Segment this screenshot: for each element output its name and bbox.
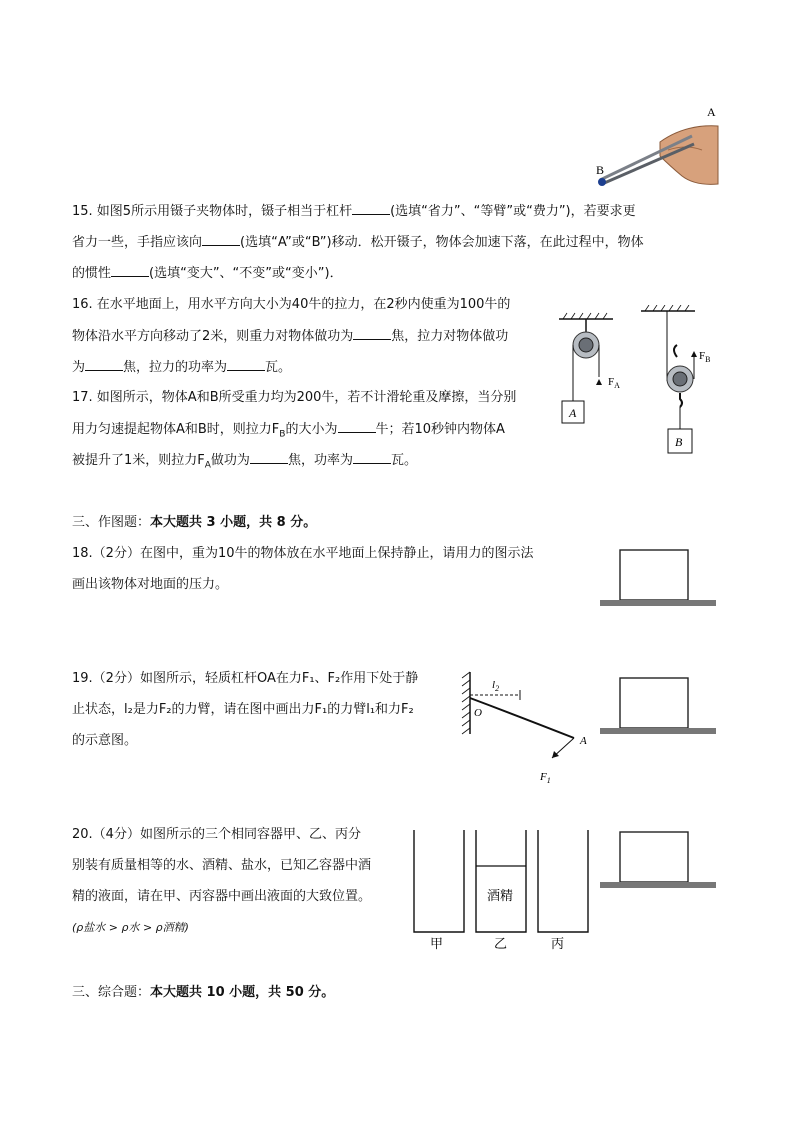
q17-text: 做功为 <box>210 453 250 468</box>
q17-text: 焦，功率为 <box>287 453 353 468</box>
o-label: O <box>474 707 482 719</box>
section-info: 本大题共 3 小题，共 8 分。 <box>150 515 317 530</box>
q17-text: 牛；若10秒钟内物体A <box>375 422 505 437</box>
q16-text: 焦，拉力对物体做功 <box>391 329 509 344</box>
q19-line-2 <box>72 701 414 719</box>
q16-blank-3[interactable] <box>227 358 265 371</box>
q17-sub: A <box>204 460 211 471</box>
pulley-figure <box>555 305 715 460</box>
fa-label: $F_A$ <box>608 376 620 390</box>
section-prefix: 三、作图题： <box>72 515 151 530</box>
q15-text: 省力一些，手指应该向 <box>72 235 203 250</box>
box-ground-figure-3 <box>598 830 718 892</box>
q17-sub: B <box>279 429 286 440</box>
fb-label: $F_B$ <box>699 350 711 364</box>
lever-figure <box>458 668 598 788</box>
container-label-jia: 甲 <box>430 936 444 951</box>
q17-text: 用力匀速提起物体A和B时，则拉力F <box>72 422 280 437</box>
q15-text: 15. 如图5所示用镊子夹物体时，镊子相当于杠杆 <box>72 204 353 219</box>
section-header-comprehensive <box>72 984 334 1002</box>
q16-text: 16. 在水平地面上，用水平方向大小为40牛的拉力，在2秒内使重为100牛的 <box>72 297 511 312</box>
q17-text: 瓦。 <box>390 453 417 468</box>
q20-line-4 <box>72 919 189 937</box>
l2-label: $l_2$ <box>492 679 500 693</box>
q20-line-2 <box>72 857 371 875</box>
q16-text: 焦，拉力的功率为 <box>123 360 228 375</box>
q17-text: 被提升了1米，则拉力F <box>72 453 205 468</box>
q19-line-3 <box>72 732 137 750</box>
q15-text: (选填“A”或“B”)移动．松开镊子，物体会加速下落，在此过程中，物体 <box>240 235 644 250</box>
f1-label: $F_1$ <box>540 771 551 785</box>
q16-text: 瓦。 <box>265 360 292 375</box>
q18-text: 18.（2分）在图中，重为10牛的物体放在水平地面上保持静止，请用力的图示法 <box>72 546 534 561</box>
q17-blank-3[interactable] <box>353 451 391 464</box>
q15-line-3 <box>72 264 343 283</box>
q17-blank-2[interactable] <box>250 451 288 464</box>
q19-line-1 <box>72 670 418 688</box>
liquid-label: 酒精 <box>487 888 514 903</box>
q15-text: (选填“省力”、“等臂”或“费力”)，若要求更 <box>390 204 636 219</box>
section-prefix: 三、综合题： <box>72 985 151 1000</box>
q20-density: (ρ盐水 > ρ水 > ρ酒精) <box>72 921 189 934</box>
a-label: A <box>580 735 587 747</box>
label-b: B <box>596 163 605 177</box>
q16-text: 物体沿水平方向移动了2米，则重力对物体做功为 <box>72 329 354 344</box>
container-label-yi: 乙 <box>494 936 508 951</box>
q17-text: 17. 如图所示，物体A和B所受重力均为200牛，若不计滑轮重及摩擦，当分别 <box>72 390 517 405</box>
q19-text: 止状态，l₂是力F₂的力臂，请在图中画出力F₁的力臂l₁和力F₂ <box>72 702 414 717</box>
section-info: 本大题共 10 小题，共 50 分。 <box>150 985 335 1000</box>
q15-text: 的惯性 <box>72 266 112 281</box>
q17-line-3 <box>72 451 417 475</box>
q16-blank-2[interactable] <box>85 358 123 371</box>
block-a-label: A <box>569 406 577 420</box>
q17-text: 的大小为 <box>285 422 338 437</box>
q15-line-2 <box>72 233 644 252</box>
containers-figure <box>410 828 590 954</box>
tweezers-figure <box>590 104 722 190</box>
q17-blank-1[interactable] <box>338 420 376 433</box>
container-label-bing: 丙 <box>551 936 565 951</box>
q20-line-3 <box>72 888 371 906</box>
block-b-label: B <box>675 435 683 449</box>
q15-text: (选填“变大”、“不变”或“变小”)． <box>149 266 343 281</box>
section-header-drawing <box>72 514 316 532</box>
q16-line-3 <box>72 358 291 377</box>
box-ground-figure-1 <box>598 548 718 610</box>
label-a: A <box>707 105 716 119</box>
q19-text: 19.（2分）如图所示，轻质杠杆OA在力F₁、F₂作用下处于静 <box>72 671 419 686</box>
q16-text: 为 <box>72 360 86 375</box>
q20-text: 20.（4分）如图所示的三个相同容器甲、乙、丙分 <box>72 827 361 842</box>
q17-line-2 <box>72 420 505 444</box>
q19-text: 的示意图。 <box>72 733 138 748</box>
q20-text: 精的液面，请在甲、丙容器中画出液面的大致位置。 <box>72 889 372 904</box>
q20-line-1 <box>72 826 361 844</box>
q16-blank-1[interactable] <box>353 327 391 340</box>
q16-line-2 <box>72 327 508 346</box>
q18-line-2 <box>72 576 228 594</box>
box-ground-figure-2 <box>598 676 718 738</box>
q16-line-1 <box>72 296 510 314</box>
q15-blank-3[interactable] <box>111 264 149 277</box>
q15-blank-2[interactable] <box>202 233 240 246</box>
q15-line-1 <box>72 202 636 221</box>
q18-line-1 <box>72 545 534 563</box>
q20-text: 别装有质量相等的水、酒精、盐水，已知乙容器中酒 <box>72 858 372 873</box>
q15-blank-1[interactable] <box>352 202 390 215</box>
q18-text: 画出该物体对地面的压力。 <box>72 577 229 592</box>
q17-line-1 <box>72 389 516 407</box>
